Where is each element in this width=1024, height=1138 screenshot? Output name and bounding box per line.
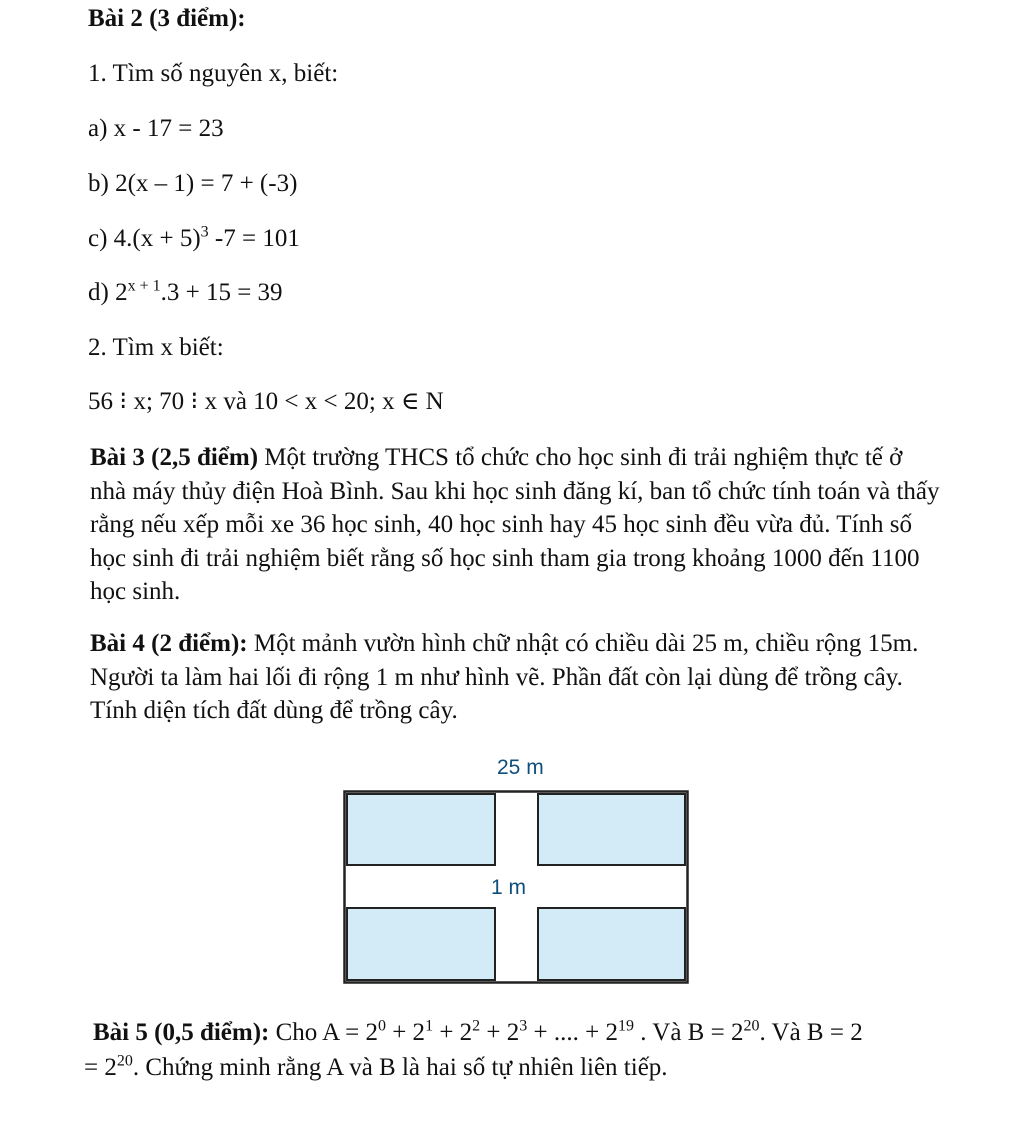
bai5-line-2: = $2^{20}$. Chứng minh rằng A và B là hai số tự nhiên liên tiếp.: [84, 1052, 668, 1081]
bai2-item-a: a) x - 17 = 23: [88, 115, 224, 142]
bai4-title: Bài 4 (2 điểm):: [90, 630, 248, 657]
figure-length-label: 25 m: [497, 756, 544, 779]
bai2-question-1: 1. Tìm số nguyên x, biết:: [88, 60, 339, 87]
bai2-item-b: b) 2(x – 1) = 7 + (-3): [88, 170, 298, 197]
bai4-paragraph: Bài 4 (2 điểm): Một mảnh vườn hình chữ nhật có chiều dài 25 m, chiều rộng 15m. Người ta làm hai lối đi rộng 1 m như hình vẽ. Phần đất còn lại dùng để trồng cây. Tính diện tích đất dùng để trồng cây.: [90, 630, 919, 724]
bai2-item-c: c) $4.(x + 5)^3$ -7 = 101: [88, 223, 300, 252]
bai3-title: Bài 3 (2,5 điểm): [90, 444, 259, 471]
garden-plot-top-left: [347, 794, 495, 865]
bai2-title: Bài 2 (3 điểm):: [88, 5, 246, 32]
garden-plot-top-right: [538, 794, 685, 865]
bai2-question-2-expression: 56 ⁝ x; 70 ⁝ x và 10 < x < 20; x ∈ N: [88, 388, 444, 415]
bai2-question-2: 2. Tìm x biết:: [88, 334, 224, 361]
garden-plot-bottom-right: [538, 908, 685, 980]
bai2-item-d: d) $2^{x + 1}.3 + 15 = 39$: [88, 277, 283, 306]
figure-path-label: 1 m: [491, 876, 527, 899]
bai3-paragraph: Bài 3 (2,5 điểm) Một trường THCS tổ chức cho học sinh đi trải nghiệm thực tế ở nhà máy thủy điện Hoà Bình. Sau khi học sinh đăng kí, ban tổ chức tính toán và thấy rằng nếu xếp mỗi xe 36 học sinh, 40 học sinh hay 45 học sinh đều vừa đủ. Tính số học sinh đi trải nghiệm biết rằng số học sinh tham gia trong khoảng 1000 đến 1100 học sinh.: [90, 444, 940, 605]
garden-plot-bottom-left: [347, 908, 495, 980]
bai5-line-1: Bài 5 (0,5 điểm): Cho $A = 2^0 + 2^1 + 2^2 + 2^3$ + .... + $2^{19}$ . Và $B = 2^{20}$. Và B = 2: [93, 1017, 863, 1046]
bai5-title: Bài 5 (0,5 điểm):: [93, 1019, 270, 1046]
